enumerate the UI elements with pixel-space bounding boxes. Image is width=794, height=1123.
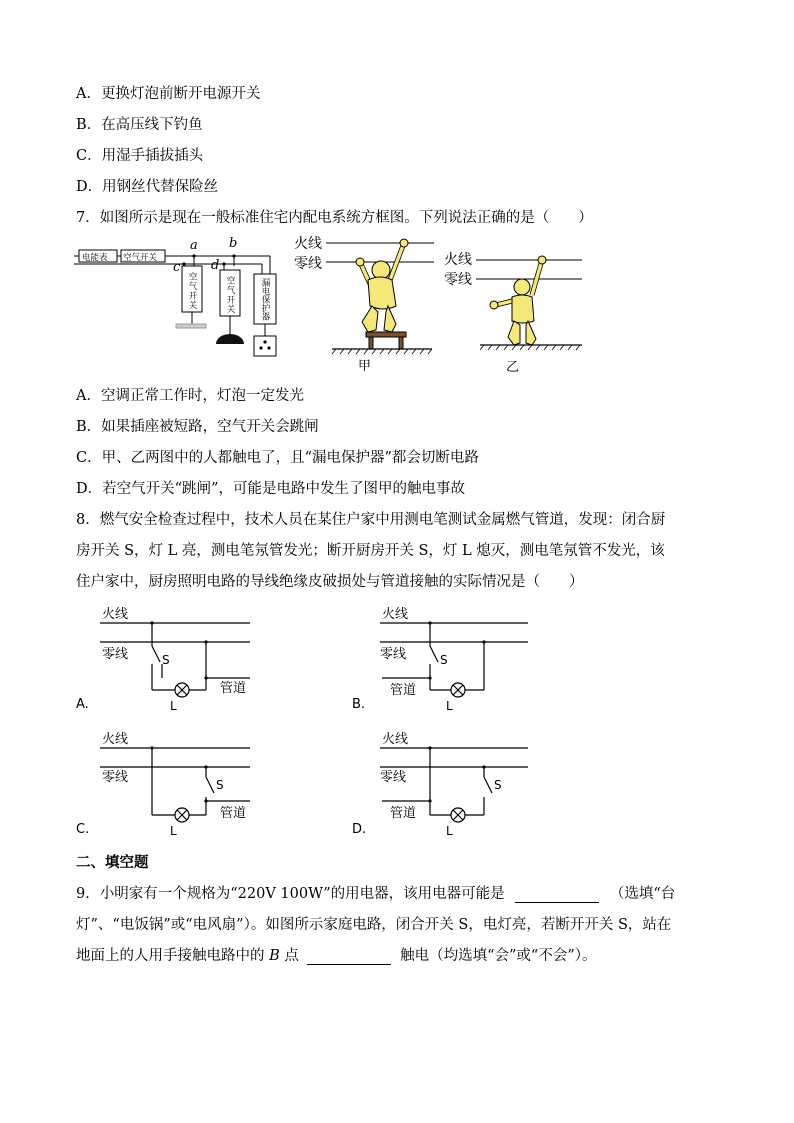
yi-neutral-label: 零线 xyxy=(444,272,472,288)
q7-distribution-diagram xyxy=(74,236,284,366)
d-neutral-label: 零线 xyxy=(380,770,407,785)
leakage-protector-label: 漏电保护器 xyxy=(260,278,270,321)
bulb-icon xyxy=(216,334,244,344)
q8-option-b-label: B. xyxy=(352,697,366,712)
q9-line1 xyxy=(76,882,675,903)
d-live-label: 火线 xyxy=(382,732,409,747)
b-live-label: 火线 xyxy=(382,607,409,622)
person-icon xyxy=(496,260,542,345)
q8-circuit-b xyxy=(350,602,550,712)
b-neutral-label: 零线 xyxy=(380,647,407,662)
q7-option-b: B．如果插座被短路，空气开关会跳闸 xyxy=(76,419,319,435)
meter-label: 电能表 xyxy=(82,253,108,263)
caption-yi: 乙 xyxy=(506,360,520,375)
a-neutral-label: 零线 xyxy=(102,647,129,662)
q9-line3-text: 地面上的人用手接触电路中的 xyxy=(76,948,265,964)
q9-line1-text: 9．小明家有一个规格为“220V 100W”的用电器，该用电器可能是 xyxy=(76,886,505,902)
c-pipe-label: 管道 xyxy=(220,806,247,821)
stool-icon xyxy=(366,332,406,349)
person-icon xyxy=(360,243,404,332)
a-switch-label: S xyxy=(162,653,170,667)
q8-circuit-d xyxy=(350,727,550,837)
breaker2-label: 空气开关 xyxy=(225,276,235,314)
c-lamp-label: L xyxy=(170,824,177,838)
b-pipe-label: 管道 xyxy=(390,683,417,698)
q8-option-d-label: D. xyxy=(352,822,367,837)
q9-line2: 灯”、“电饭锅”或“电风扇”）。如图所示家庭电路，闭合开关 S，电灯亮，若断开开关 S，站在 xyxy=(76,917,672,933)
b-lamp-label: L xyxy=(446,699,453,713)
point-c-label: c xyxy=(173,260,181,275)
q9-line1-tail: （选填“台 xyxy=(609,886,676,902)
q8-stem-line1: 8．燃气安全检查过程中，技术人员在某住户家中用测电笔测试金属燃气管道，发现：闭合厨 xyxy=(76,512,666,528)
q7-option-d: D．若空气开关“跳闸”，可能是电路中发生了图甲的触电事故 xyxy=(76,481,465,497)
d-switch-label: S xyxy=(494,778,502,792)
point-b-label: b xyxy=(229,236,238,251)
main-switch-label: 空气开关 xyxy=(123,253,158,263)
q6-option-a: A．更换灯泡前断开电源开关 xyxy=(76,86,261,102)
q7-figure-jia xyxy=(292,232,442,377)
section-heading: 二、填空题 xyxy=(76,855,149,871)
jia-live-label: 火线 xyxy=(294,236,322,252)
d-pipe-label: 管道 xyxy=(390,806,417,821)
jia-neutral-label: 零线 xyxy=(294,256,322,272)
q7-stem: 7．如图所示是现在一般标准住宅内配电系统方框图。下列说法正确的是（ ） xyxy=(76,210,593,226)
d-lamp-label: L xyxy=(446,824,453,838)
q7-figure-yi xyxy=(442,243,592,378)
q9-blank2[interactable] xyxy=(307,948,391,965)
q8-stem-line2: 房开关 S，灯 L 亮，测电笔氖管发光；断开厨房开关 S，灯 L 熄灭，测电笔氖管不发光，该 xyxy=(76,543,665,559)
q8-circuit-c xyxy=(74,727,274,837)
c-switch-label: S xyxy=(216,778,224,792)
c-neutral-label: 零线 xyxy=(102,770,129,785)
q6-option-b: B．在高压线下钓鱼 xyxy=(76,117,203,133)
breaker1-label: 空气开关 xyxy=(187,272,197,310)
b-switch-label: S xyxy=(440,653,448,667)
point-d-label: d xyxy=(211,258,220,273)
q9-line3 xyxy=(76,944,597,965)
a-lamp-label: L xyxy=(170,699,177,713)
a-pipe-label: 管道 xyxy=(220,681,247,696)
a-live-label: 火线 xyxy=(102,607,129,622)
q8-option-a-label: A. xyxy=(76,697,89,712)
point-a-label: a xyxy=(190,238,198,253)
q7-option-a: A．空调正常工作时，灯泡一定发光 xyxy=(76,388,304,404)
caption-jia: 甲 xyxy=(358,359,372,374)
q9-blank1[interactable] xyxy=(515,886,599,903)
q8-stem-line3: 住户家中，厨房照明电路的导线绝缘皮破损处与管道接触的实际情况是（ ） xyxy=(76,574,584,590)
q9-line3-dian: 点 xyxy=(284,948,299,964)
c-live-label: 火线 xyxy=(102,732,129,747)
q7-option-c: C．甲、乙两图中的人都触电了，且“漏电保护器”都会切断电路 xyxy=(76,450,479,466)
q8-option-c-label: C. xyxy=(76,822,90,837)
q6-option-c: C．用湿手插拔插头 xyxy=(76,148,204,164)
yi-live-label: 火线 xyxy=(444,252,472,268)
q8-circuit-a xyxy=(74,602,274,712)
q6-option-d: D．用钢丝代替保险丝 xyxy=(76,179,219,195)
q9-line3-tail: 触电（均选填“会”或“不会”）。 xyxy=(400,948,597,964)
q9-point-b: B xyxy=(269,948,280,964)
